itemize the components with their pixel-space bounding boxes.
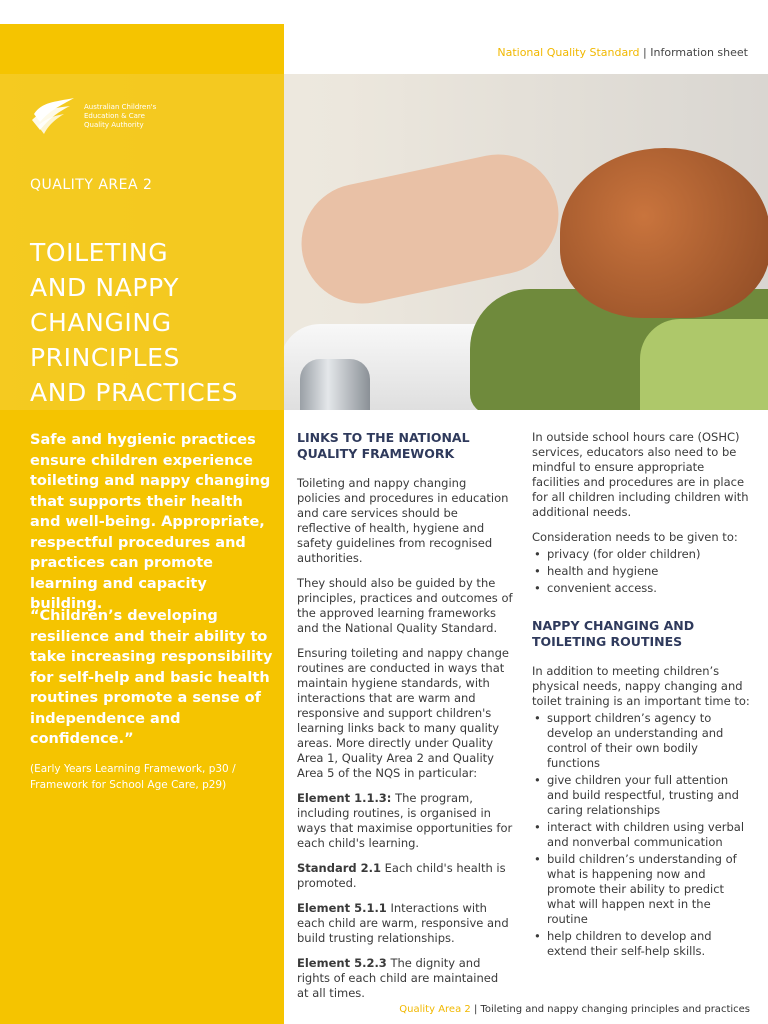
list-item: • give children your full attention and build respectful, trusting and caring relationships <box>532 773 752 818</box>
paragraph: They should also be guided by the principles, practices and outcomes of the approved learning frameworks and the National Quality Standard. <box>297 576 513 635</box>
citation-line: Framework for School Age Care, p29) <box>30 779 227 791</box>
nqs-element <box>297 791 513 851</box>
list-item: • health and hygiene <box>532 564 752 579</box>
logo-line: Education & Care <box>84 111 145 120</box>
footer-title: Toileting and nappy changing principles and practices <box>480 1004 750 1015</box>
title-line: CHANGING <box>30 308 172 337</box>
title-line: TOILETING <box>30 238 169 267</box>
element-text: The program, including routines, is organised in ways that maximise opportunities for each child's learning. <box>297 791 513 850</box>
list-item: • support children’s agency to develop an understanding and control of their own bodily functions <box>532 711 752 771</box>
lead-paragraph: Safe and hygienic practices ensure children experience toileting and nappy changing that supports their health and well-being. Appropriate, respectful procedures and practices can promote learning and capacity building. <box>30 432 271 612</box>
element-label: Element 5.2.3 <box>297 956 387 970</box>
footer-separator: | <box>473 1004 478 1015</box>
logo-org-name <box>84 103 164 130</box>
routines-list <box>532 711 752 959</box>
child-hair-shape <box>560 148 768 318</box>
section-heading-routines: NAPPY CHANGING AND TOILETING ROUTINES <box>532 618 695 649</box>
page-footer <box>399 1004 750 1015</box>
header-accent-bar <box>0 24 284 74</box>
list-item: • privacy (for older children) <box>532 547 752 562</box>
paragraph: Toileting and nappy changing policies and procedures in education and care services should be reflective of health, hygiene and safety guidelines from recognised authorities. <box>297 476 509 565</box>
nqs-element <box>297 956 513 1001</box>
element-label: Element 1.1.3: <box>297 791 392 805</box>
element-label: Element 5.1.1 <box>297 901 387 915</box>
title-line: AND PRACTICES <box>30 378 239 407</box>
wave-logo-icon <box>30 96 78 136</box>
right-column <box>532 430 752 969</box>
element-text: Interactions with each child are warm, responsive and build trusting relationships. <box>297 901 509 945</box>
list-item: • convenient access. <box>532 581 752 596</box>
element-text: The dignity and rights of each child are maintained at all times. <box>297 956 499 1000</box>
title-line: AND NAPPY <box>30 273 180 302</box>
document-header <box>497 46 748 59</box>
header-separator: | <box>643 46 647 59</box>
acecqa-logo <box>30 96 164 136</box>
pull-quote: “Children’s developing resilience and their ability to take increasing responsibility for self-help and basic health routines promote a sense of independence and confidence.” <box>30 608 273 747</box>
tap-shape <box>300 359 370 410</box>
nqs-label: National Quality Standard <box>497 46 640 59</box>
paragraph: Consideration needs to be given to: <box>532 530 738 544</box>
element-label: Standard 2.1 <box>297 861 381 875</box>
paragraph: Ensuring toileting and nappy change routines are conducted in ways that maintain hygiene standards, with interactions that are warm and responsive and support children's learning links back to many quality areas. More directly under Quality Area 1, Quality Area 2 and Quality Area 5 of the NQS in particular: <box>297 646 509 780</box>
paragraph: In addition to meeting children’s physical needs, nappy changing and toilet training is an important time to: <box>532 664 750 708</box>
paragraph: In outside school hours care (OSHC) services, educators also need to be mindful to ensure appropriate facilities and procedures are in place for all children including children with additional needs. <box>532 430 749 519</box>
footer-quality-area: Quality Area 2 <box>399 1004 471 1015</box>
considerations-list <box>532 547 752 596</box>
title-line: PRINCIPLES <box>30 343 181 372</box>
element-text: Each child's health is promoted. <box>297 861 506 890</box>
logo-line: Australian Children's <box>84 102 157 111</box>
section-heading-links: LINKS TO THE NATIONAL QUALITY FRAMEWORK <box>297 430 470 461</box>
quality-area-label: QUALITY AREA 2 <box>30 177 153 193</box>
child-shirt-highlight <box>640 319 768 410</box>
list-item: • build children’s understanding of what is happening now and promote their ability to predict what will happen next in the routine <box>532 852 752 927</box>
middle-column <box>297 430 513 1011</box>
nqs-element <box>297 901 513 946</box>
list-item: • help children to develop and extend their self-help skills. <box>532 929 752 959</box>
doc-type-label: Information sheet <box>650 46 748 59</box>
citation-line: (Early Years Learning Framework, p30 / <box>30 763 236 775</box>
page-title <box>30 235 280 410</box>
list-item: • interact with children using verbal and nonverbal communication <box>532 820 752 850</box>
nqs-element <box>297 861 513 891</box>
quote-citation <box>30 761 276 793</box>
logo-line: Quality Authority <box>84 120 144 129</box>
